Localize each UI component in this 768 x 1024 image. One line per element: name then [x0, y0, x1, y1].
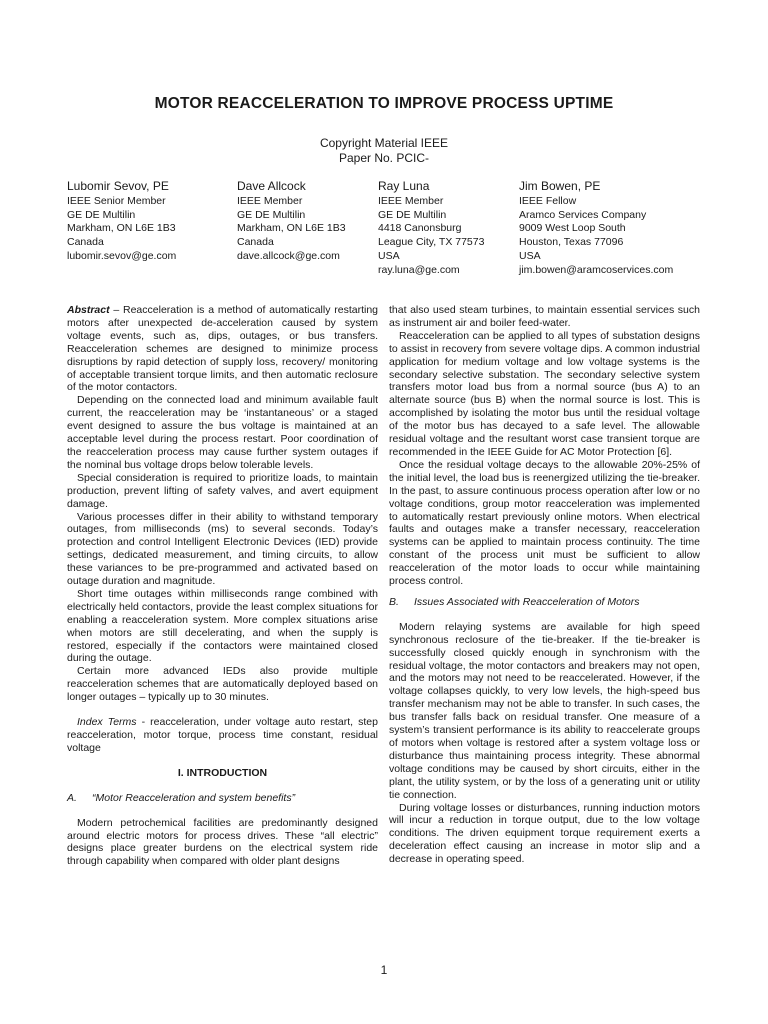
author-email: lubomir.sevov@ge.com: [67, 249, 177, 262]
left-column: [67, 304, 378, 868]
abstract-label: Abstract: [67, 304, 110, 316]
body-paragraph: that also used steam turbines, to maintain essential services such as instrument air and boiler feed-water.: [389, 304, 700, 329]
abstract-text: – Reacceleration is a method of automatically restarting motors after unexpected de-acceleration caused by system voltage events, such as, dips, outages, or bus transfers. Reacceleration schemes are designed to minimize process disruptions by rapid detection of supply loss, recovery/ monitoring of acceptable transient torque limits, and then automatic reclosure of the motor contactors.: [67, 304, 378, 394]
body-paragraph: Various processes differ in their ability to withstand temporary outages, from milliseconds (ms) to several seconds. Today’s protection and control Intelligent Electronic Devices (IED) provide settings, dedicated measurement, and timing circuits, to allow these variances to be pre-programmed and activated based on outage duration and magnitude.: [67, 510, 378, 588]
author-email: ray.luna@ge.com: [378, 263, 460, 276]
author-email: dave.allcock@ge.com: [237, 249, 340, 262]
index-terms-paragraph: [67, 716, 378, 755]
subsection-title: Issues Associated with Reacceleration of Motors: [414, 595, 640, 608]
body-paragraph: Modern petrochemical facilities are predominantly designed around electric motors for process drives. These “all electric” designs place greater burdens on the electrical system ride through capability when compared with older plant designs: [67, 816, 378, 868]
abstract-paragraph: [67, 304, 378, 394]
body-paragraph: Depending on the connected load and minimum available fault current, the reacceleration may be ‘instantaneous’ or a staged event designed to assure the bus voltage is maintained at an acceptable level during the process restart. Poor coordination of the reacceleration process may cause further system outages if the nominal bus voltage drops below tolerable levels.: [67, 394, 378, 471]
subsection-heading: [389, 596, 700, 609]
author-membership: IEEE Member: [378, 195, 444, 207]
author-city: League City, TX 77573: [378, 236, 485, 249]
author-street: 9009 West Loop South: [519, 222, 626, 235]
author-membership: IEEE Member: [237, 195, 303, 207]
section-heading: I. INTRODUCTION: [177, 766, 268, 779]
author-affiliation: GE DE Multilin: [378, 208, 447, 221]
author-3: [378, 179, 484, 277]
right-column: [389, 304, 700, 866]
subsection-title: “Motor Reacceleration and system benefits”: [92, 791, 296, 804]
author-affiliation: GE DE Multilin: [237, 208, 306, 221]
author-address: Markham, ON L6E 1B3: [237, 222, 346, 235]
author-membership: IEEE Fellow: [519, 195, 577, 207]
author-4: [519, 179, 673, 277]
author-2: [237, 179, 346, 264]
author-country: Canada: [237, 236, 274, 249]
body-paragraph: Certain more advanced IEDs also provide multiple reacceleration schemes that are automatically deployed based on longer outages – typically up to 30 minutes.: [67, 665, 378, 704]
body-paragraph: Once the residual voltage decays to the allowable 20%-25% of the initial level, the load bus is reenergized utilizing the tie-breaker. In the past, to assure continuous process operation after low or no voltage conditions, group motor reacceleration was implemented to automatically restart previously online motors. When electrical faults and outages make a transfer necessary, reacceleration systems can be applied to maintain process continuity. The time constant of the process unit must be sufficient to allow reacceleration of the motor loads to occur while maintaining process control.: [389, 458, 700, 588]
author-name: Jim Bowen, PE: [519, 179, 601, 193]
index-terms-text: - reacceleration, under voltage auto restart, step reacceleration, motor torque, process time constant, residual voltage: [67, 716, 378, 754]
body-paragraph: Short time outages within milliseconds range combined with electrically held contactors, provide the least complex situations for enabling a reacceleration system. More complex situations arise when motors are still decelerating, and when the supply is restored, especially if the contactors were maintained closed during the outage.: [67, 587, 378, 665]
author-affiliation: Aramco Services Company: [519, 208, 647, 221]
author-country: Canada: [67, 236, 104, 249]
subsection-letter: B.: [389, 595, 399, 608]
index-terms-label: Index Terms: [77, 716, 137, 729]
body-paragraph: Special consideration is required to prioritize loads, to maintain production, prevent lifting of safety valves, and avert equipment damage.: [67, 471, 378, 510]
subsection-heading: [67, 792, 378, 805]
author-email: jim.bowen@aramcoservices.com: [519, 263, 674, 276]
author-1: [67, 179, 176, 264]
author-membership: IEEE Senior Member: [67, 195, 166, 207]
author-name: Dave Allcock: [237, 179, 306, 193]
author-city: Houston, Texas 77096: [519, 236, 624, 249]
author-address: Markham, ON L6E 1B3: [67, 222, 176, 235]
author-country: USA: [378, 249, 400, 262]
author-name: Ray Luna: [378, 179, 430, 193]
author-street: 4418 Canonsburg: [378, 222, 462, 235]
author-affiliation: GE DE Multilin: [67, 208, 136, 221]
body-paragraph: During voltage losses or disturbances, running induction motors will incur a reduction in torque output, due to the low voltage conditions. The driven equipment torque requirement exerts a deceleration effect causing an increase in motor slip and a decrease in operating speed.: [389, 801, 700, 866]
paper-title: MOTOR REACCELERATION TO IMPROVE PROCESS UPTIME: [154, 95, 614, 112]
author-name: Lubomir Sevov, PE: [67, 179, 169, 193]
author-country: USA: [519, 249, 541, 262]
subsection-letter: A.: [67, 791, 77, 804]
paper-number: Paper No. PCIC-: [338, 151, 430, 165]
author-block: [67, 179, 707, 279]
copyright-line: Copyright Material IEEE: [319, 136, 449, 150]
page-number: 1: [380, 963, 388, 977]
body-paragraph: Reacceleration can be applied to all types of substation designs to assist in recovery from severe voltage dips. A common industrial application for medium voltage and low voltage systems is the secondary selective substation. The secondary selective system transfers motor load bus from a normal source (bus A) to an alternate source (bus B) when the normal source is lost. This is accomplished by isolating the motor bus until the residual voltage of the motor bus has decayed to a safe level. The allowable residual voltage and the resultant worst case transient torque are recommended in the IEEE Guide for AC Motor Protection [6].: [389, 329, 700, 458]
copyright-block: [0, 136, 768, 166]
body-paragraph: Modern relaying systems are available for high speed synchronous reclosure of the tie-breaker. If the tie-breaker is successfully closed quickly enough in synchronism with the residual voltage, the motor contactors and breakers may not open, and the motors may not need to be reaccelerated. However, if the voltage collapses quickly, to very low levels, the high-speed bus transfer mechanism may not be able to transfer. In such cases, the bus transfer falls back on residual transfer. One measure of a system’s transient performance is its ability to reaccelerate groups of motors when voltage is restored after a system voltage loss or disturbance thus maintaining process integrity. These abnormal voltage conditions may be caused by short circuits, either in the plant, the utility system, or by the loss of a generating unit or utility tie connection.: [389, 620, 700, 801]
